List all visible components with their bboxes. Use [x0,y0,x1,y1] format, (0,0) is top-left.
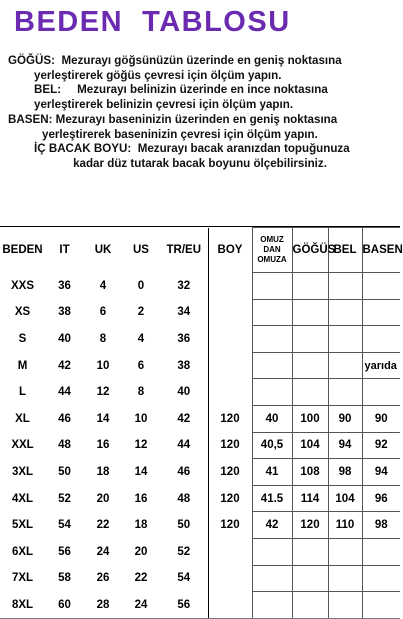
cell-gogus: 100 [292,405,328,432]
cell-basen: 98 [362,512,400,539]
cell-gogus: 120 [292,512,328,539]
instruction-line: GÖĞÜS: Mezurayı göğsünüzün üzerinde en geniş noktasına [8,54,342,67]
cell-uk: 14 [96,412,110,425]
header-beden: BEDEN [2,244,43,256]
cell-gogus [292,592,328,619]
cell-bel [328,379,362,406]
cell-beden: 8XL [0,592,45,619]
cell-tr-eu: 44 [177,439,191,452]
cell-basen [362,273,400,300]
table-row [0,379,400,406]
instruction-line: yerleştirerek baseninizin çevresi için ölçüm yapın. [42,127,318,141]
cell-gogus [292,565,328,592]
cell-it: 54 [58,519,71,532]
cell-omuz [252,352,292,379]
cell-it: 58 [58,572,71,585]
cell-gogus [292,273,328,300]
cell-gogus [292,379,328,406]
cell-tr-eu: 54 [177,572,191,585]
cell-it: 52 [58,492,71,505]
cell-bel: 98 [328,459,362,486]
cell-uk: 12 [96,386,110,399]
table-row [0,326,400,353]
cell-us: 2 [137,306,145,319]
instruction-line: yerleştirerek göğüs çevresi için ölçüm yapın. [34,68,282,82]
cell-boy: 120 [208,485,252,512]
cell-uk: 24 [96,545,110,558]
instruction-line: İÇ BACAK BOYU: Mezurayı bacak aranızdan topuğunuza [34,142,350,156]
cell-it: 44 [58,386,71,399]
cell-basen: 96 [362,485,400,512]
cell-boy [208,299,252,326]
cell-tr-eu: 52 [177,545,191,558]
cell-gogus [292,538,328,565]
cell-boy: 120 [208,459,252,486]
cell-tr-eu: 42 [177,412,191,425]
cell-bel [328,592,362,619]
cell-beden: XXS [10,279,34,292]
table-row [0,512,400,539]
cell-bel: 104 [328,485,362,512]
cell-us: 0 [137,279,145,292]
cell-tr-eu: 36 [177,332,191,345]
header-boy: BOY [208,228,252,273]
cell-boy [208,273,252,300]
table-row [0,352,400,379]
cell-it: 48 [58,439,71,452]
cell-us: 12 [134,439,148,452]
cell-boy [208,379,252,406]
size-table-container [0,226,403,619]
cell-gogus: 108 [292,459,328,486]
cell-uk: 8 [99,332,107,345]
measurement-instructions [8,54,392,172]
cell-it: 40 [58,332,71,345]
instruction-line: kadar düz tutarak bacak boyunu ölçebilirsiniz. [73,156,327,170]
cell-boy [208,592,252,619]
cell-uk: 16 [96,439,110,452]
cell-uk: 6 [99,306,107,319]
cell-beden: L [18,386,27,399]
cell-omuz: 40,5 [252,432,292,459]
cell-boy [208,326,252,353]
cell-boy [208,538,252,565]
table-row [0,592,400,619]
cell-bel [328,352,362,379]
cell-beden: 5XL [11,519,34,532]
cell-it: 38 [58,306,71,319]
cell-omuz [252,273,292,300]
size-table-body [0,273,400,619]
cell-it: 46 [58,412,71,425]
cell-boy [208,565,252,592]
header-bel: BEL [328,228,362,273]
table-row [0,273,400,300]
cell-bel: 90 [328,405,362,432]
cell-us: 24 [122,592,160,619]
cell-us: 22 [134,572,148,585]
cell-omuz [252,326,292,353]
cell-boy: 120 [208,432,252,459]
cell-basen: yarıda [362,352,400,379]
cell-basen: 90 [362,405,400,432]
table-row [0,485,400,512]
cell-beden: XL [15,412,30,425]
table-row [0,538,400,565]
cell-uk: 28 [84,592,122,619]
cell-bel [328,273,362,300]
cell-beden: XXL [11,439,34,452]
cell-omuz [252,565,292,592]
instruction-line: BEL: Mezurayı belinizin üzerinde en ince noktasına [34,83,328,97]
cell-omuz [252,299,292,326]
cell-gogus: 114 [292,485,328,512]
header-omuz: OMUZ DAN OMUZA [252,228,292,273]
cell-omuz [252,592,292,619]
header-tr-eu: TR/EU [166,244,201,256]
cell-uk: 18 [96,465,110,478]
cell-us: 10 [134,412,148,425]
cell-omuz: 41 [252,459,292,486]
cell-it: 60 [45,592,84,619]
cell-beden: 6XL [11,545,34,558]
table-row [0,459,400,486]
cell-beden: 7XL [11,572,34,585]
instruction-line: yerleştirerek belinizin çevresi için ölçüm yapın. [34,98,294,112]
cell-basen [362,379,400,406]
cell-basen [362,299,400,326]
size-table [0,227,403,619]
cell-us: 8 [137,386,145,399]
cell-beden: 3XL [11,465,34,478]
cell-gogus [292,352,328,379]
header-gogus: GÖĞÜS [292,228,328,273]
cell-basen: 94 [362,459,400,486]
table-row [0,299,400,326]
header-basen: BASEN [362,228,400,273]
cell-omuz: 40 [252,405,292,432]
instruction-line: BASEN: Mezurayı baseninizin üzerinden en geniş noktasına [8,112,338,126]
cell-uk: 10 [96,359,110,372]
cell-tr-eu: 46 [177,465,191,478]
cell-omuz: 42 [252,512,292,539]
cell-basen: 92 [362,432,400,459]
cell-bel [328,565,362,592]
cell-uk: 22 [96,519,110,532]
cell-tr-eu: 34 [177,306,191,319]
cell-basen [362,538,400,565]
cell-basen [362,565,400,592]
cell-beden: M [17,359,28,372]
cell-bel [328,326,362,353]
cell-omuz [252,379,292,406]
cell-it: 42 [58,359,71,372]
cell-bel: 110 [328,512,362,539]
cell-boy [208,352,252,379]
page-title: BEDEN TABLOSU [14,6,291,38]
cell-uk: 20 [96,492,110,505]
header-it: IT [59,244,70,256]
table-header-row [0,228,400,273]
cell-basen [362,592,400,619]
cell-gogus [292,299,328,326]
cell-tr-eu: 40 [177,386,191,399]
cell-us: 4 [137,332,145,345]
cell-basen [362,326,400,353]
cell-gogus: 104 [292,432,328,459]
cell-us: 16 [134,492,148,505]
cell-us: 6 [137,359,145,372]
cell-boy: 120 [208,512,252,539]
header-us: US [133,244,149,256]
cell-beden: XS [14,306,31,319]
cell-it: 56 [58,545,71,558]
cell-us: 18 [134,519,148,532]
cell-tr-eu: 50 [177,519,191,532]
table-row [0,405,400,432]
cell-beden: 4XL [11,492,34,505]
cell-uk: 4 [99,279,107,292]
cell-tr-eu: 32 [177,279,191,292]
header-uk: UK [94,244,112,256]
cell-omuz [252,538,292,565]
cell-boy: 120 [208,405,252,432]
table-row [0,565,400,592]
table-row [0,432,400,459]
cell-bel [328,538,362,565]
cell-tr-eu: 38 [177,359,191,372]
cell-it: 36 [58,279,71,292]
cell-us: 20 [134,545,148,558]
cell-bel: 94 [328,432,362,459]
cell-tr-eu: 48 [177,492,191,505]
cell-it: 50 [58,465,71,478]
cell-bel [328,299,362,326]
cell-uk: 26 [96,572,110,585]
cell-beden: S [18,332,27,345]
cell-us: 14 [134,465,148,478]
cell-tr-eu: 56 [160,592,208,619]
cell-gogus [292,326,328,353]
cell-omuz: 41.5 [252,485,292,512]
